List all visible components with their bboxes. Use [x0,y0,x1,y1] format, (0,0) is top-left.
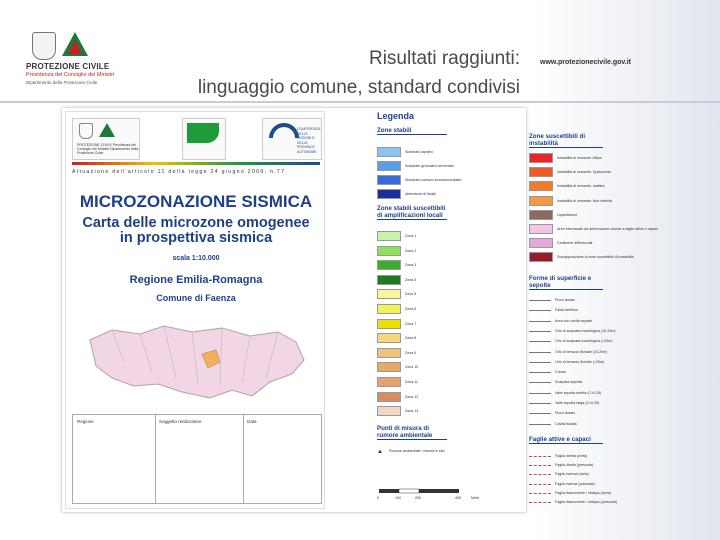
right-gradient-panel [530,0,720,540]
legend-item-label: Area con cavità sepolte [555,318,593,323]
legend-item-label: Substrato coesivo sovraconsolidato [405,178,462,182]
legend-symbol [529,484,551,485]
map-logo-region [182,118,226,160]
legend-swatch [377,362,401,372]
legend-zone-stabili-title: Zone stabili [377,127,447,135]
scale-tick: 200 [415,496,421,500]
legend-item-label: Instabilità di versante: Attiva [557,156,602,160]
slide-title-line-1: Risultati raggiunti: [368,48,520,69]
legend-zone-ampl-title: Zone stabili suscettibili di amplificazioni locali [377,205,446,219]
map-logo-left-text: PROTEZIONE CIVILE Presidenza del Consiglio dei Ministri Dipartimento della Protezione Civile [77,143,139,155]
legend-item-label: Zona 9 [405,350,417,355]
legend-item-label: Zona 7 [405,321,417,326]
legend-swatch [377,246,401,256]
header-divider [0,101,720,103]
legend-item-label: Liquefazione [557,212,578,217]
legend-instab-title: Zone suscettibili di instabilità [529,133,603,148]
legend-item-label: Zona 11 [405,380,418,384]
legend-swatch [377,319,401,329]
legend-item-label: Zona 6 [405,307,417,311]
legend-item-label: Zona 10 [405,365,419,370]
scale-tick: 400 [455,496,461,500]
legend-item-label: Zona 8 [405,336,417,341]
website-url: www.protezionecivile.gov.it [540,59,632,66]
legend-symbol [529,372,551,373]
region-flag-icon [187,123,219,143]
footer-col-label: Regione [77,419,94,424]
legend-symbol [529,502,551,503]
legend-item-label: Zona 13 [405,409,419,414]
conferenza-arc-icon [269,123,299,138]
legend-item-label: Falda detritica [555,308,578,313]
legend-item-label: Instabilità di versante: Non definita [557,198,612,203]
slide-title-line-2: linguaggio comune, standard condivisi [197,77,520,98]
legend-symbol [529,300,551,301]
legend-swatch [377,406,401,416]
legend-item-label: Orlo di terrazzo fluviale (10-20m) [555,349,608,354]
legend-swatch [377,377,401,387]
legend-punti-label: Rumore ambientale / misura in sito [389,449,445,453]
microzonation-map-image [62,108,659,512]
map-comune-label: Comune di Faenza [156,293,236,303]
legend-item-label: Zona 1 [405,234,417,238]
map-region-label: Regione Emilia-Romagna [129,274,263,286]
legend-swatch [529,153,553,163]
logo-title: PROTEZIONE CIVILE [26,62,110,71]
map-logo-right-text: CONFERENZA DELLE REGIONI E DELLE PROVINCE AUTONOME [297,127,321,154]
legend-faglie-title: Faglie attive e capaci [529,436,603,444]
legend-item-label: Faglia trascorrente / obliqua (certa) [555,490,611,495]
legend-symbol [529,474,551,475]
legend-item-label: Zona 2 [405,248,417,253]
legend-item-label: Picco isolato [555,298,576,302]
footer-col-label: Data [247,419,257,424]
legend-item-label: Substrato granulare cementato [405,164,455,168]
legend-swatch [529,167,553,177]
legend-symbol [529,413,551,414]
legend-item-label: Zona 3 [405,263,417,268]
legend-swatch [377,304,401,314]
legend-item-label: Alternanza di litotipi [405,192,437,196]
emblem-icon [79,123,93,139]
map-title: MICROZONAZIONE SISMICA [79,192,313,211]
legend-symbol [529,465,551,466]
legend-symbol [529,456,551,457]
legend-swatch [377,231,401,241]
legend-item-label: Faglia trascorrente / obliqua (presunta) [555,500,617,504]
legend-item-label: Faglia diretta (certa) [555,454,588,458]
legend-item-label: Cedimenti differenziali [557,241,593,246]
legend-swatch [529,181,553,191]
scale-tick: 0 [377,496,379,500]
legend-symbol [529,362,551,363]
legend-swatch [529,252,553,262]
legend-item-label: Instabilità di versante: Inattiva [557,184,605,189]
legend-swatch [529,238,553,248]
legend-title: Legenda [377,111,415,121]
legend-swatch [377,275,401,285]
map-subtitle-line-2: in prospettiva sismica [119,230,273,246]
legend-symbol [529,341,551,342]
legend-punti-title: Punti di misura di rumore ambientale [377,425,447,440]
legend-symbol [529,382,551,383]
map-color-band [72,162,320,165]
legend-item-label: Faglia diretta (presunta) [555,463,594,468]
map-logo-protezione-civile [72,118,140,160]
scale-tick: 100 [395,496,401,500]
legend-swatch [377,147,401,157]
legend-item-label: Orlo di terrazzo fluviale (>20m) [555,359,605,364]
map-legend [377,111,659,509]
triangle-icon [99,123,115,137]
legend-swatch [377,189,401,199]
legend-symbol [529,352,551,353]
legend-swatch [377,175,401,185]
legend-item-label: Instabilità di versante: Quiescente [557,170,611,175]
map-subtitle-line-1: Carta delle microzone omogenee [82,215,310,231]
legend-symbol [529,310,551,311]
legend-item-label: Cavità isolata [555,421,577,426]
footer-col-soggetto [155,415,244,503]
legend-item-label: Zona 4 [405,277,417,282]
legend-item-label: Substrato lapideo [405,150,433,154]
noise-point-icon: ▲ [377,449,383,455]
footer-col-data [243,415,321,503]
legend-symbol [529,393,551,394]
map-logos-row [72,118,320,160]
map-scale-bar [377,487,487,507]
legend-item-label: Orlo di scarpata morfologica (10-20m) [555,328,616,333]
legend-swatch [529,224,553,234]
map-footer-table [72,414,322,504]
legend-item-label: Aree interessate da deformazioni dovute a faglie attive e capaci [557,227,659,231]
legend-forme-title: Forme di superficie e sepolte [529,275,603,290]
legend-item-label: Orlo di scarpata morfologica (>20m) [555,339,613,344]
protezione-civile-red-triangle-icon [68,40,82,54]
map-title-panel [65,111,325,509]
legend-item-label: Valle sepolta larga (C<0.25) [555,401,600,405]
slide-title [198,44,520,102]
legend-item-label: Zona 5 [405,292,417,297]
legend-swatch [529,210,553,220]
map-subtitle [66,216,326,246]
legend-symbol [529,403,551,404]
map-attuazione-text: Attuazione dell'articolo 11 della legge 24 giugno 2009, n.77 [72,169,286,175]
legend-symbol [529,321,551,322]
legend-swatch [377,392,401,402]
protezione-civile-logo [26,30,126,88]
legend-swatch [377,348,401,358]
republic-emblem-icon [32,32,56,60]
map-scale-label: scala 1:10.000 [172,255,220,262]
legend-swatch [529,196,553,206]
region-outline-map [82,312,312,402]
footer-col-label: Soggetto realizzatore [159,419,202,424]
legend-swatch [377,161,401,171]
map-logo-conferenza [262,118,322,160]
legend-item-label: Faglia inversa (certa) [555,472,589,477]
legend-item-label: Picco isolato [555,411,576,416]
legend-item-label: Faglia inversa (presunta) [555,481,595,486]
legend-swatch [377,333,401,343]
legend-swatch [377,260,401,270]
logo-subtitle-2: Dipartimento della Protezione Civile [26,80,98,85]
scale-unit: Metri [471,496,479,500]
legend-item-label: Sovrapposizione di zone suscettibili di instabilità [557,255,634,260]
footer-col-regione [73,415,156,503]
legend-item-label: Cresta [555,370,566,375]
legend-symbol [529,331,551,332]
legend-swatch [377,289,401,299]
legend-item-label: Valle sepolta stretta (C>0.25) [555,390,602,395]
legend-symbol [529,424,551,425]
legend-item-label: Zona 12 [405,394,419,399]
logo-subtitle-1: Presidenza del Consiglio dei Ministri [26,72,115,78]
legend-item-label: Scarpata sepolta [555,380,582,385]
legend-symbol [529,493,551,494]
